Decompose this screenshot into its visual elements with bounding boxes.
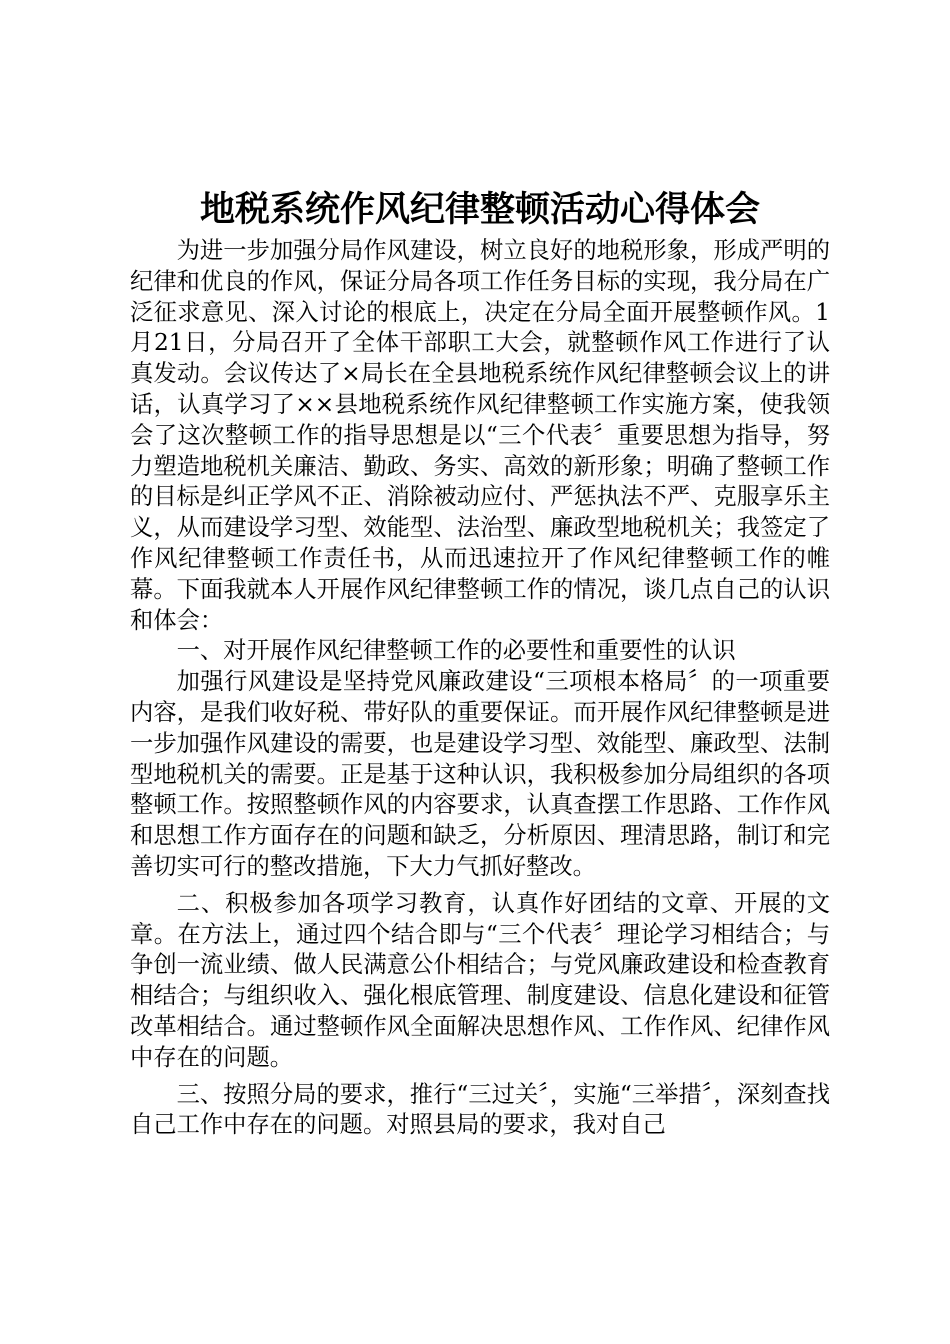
intro-paragraph: 为进一步加强分局作风建设，树立良好的地税形象，形成严明的纪律和优良的作风，保证分局各项工作任务目标的实现，我分局在广泛征求意见、深入讨论的根底上，决定在分局全面开展整顿作风。1月21日，分局召开了全体干部职工大会，就整顿作风工作进行了认真发动。会议传达了×局长在全县地税系统作风纪律整顿会议上的讲话，认真学习了××县地税系统作风纪律整顿工作实施方案，使我领会了这次整顿工作的指导思想是以“三个代表〞重要思想为指导，努力塑造地税机关廉洁、勤政、务实、高效的新形象；明确了整顿工作的目标是纠正学风不正、消除被动应付、严惩执法不严、克服享乐主义，从而建设学习型、效能型、法治型、廉政型地税机关；我签定了作风纪律整顿工作责任书，从而迅速拉开了作风纪律整顿工作的帷幕。下面我就本人开展作风纪律整顿工作的情况，谈几点自己的认识和体会： — [130, 237, 830, 634]
document-title: 地税系统作风纪律整顿活动心得体会 — [199, 190, 760, 230]
section-heading-1: 一、对开展作风纪律整顿工作的必要性和重要性的认识 — [176, 637, 736, 665]
body-paragraph-2: 二、积极参加各项学习教育，认真作好团结的文章、开展的文章。在方法上，通过四个结合即与“三个代表〞理论学习相结合；与争创一流业绩、做人民满意公仆相结合；与党风廉政建设和检查教育相结合；与组织收入、强化根底管理、制度建设、信息化建设和征管改革相结合。通过整顿作风全面解决思想作风、工作作风、纪律作风中存在的问题。 — [130, 889, 830, 1071]
body-paragraph-3: 三、按照分局的要求，推行“三过关〞，实施“三举措〞，深刻查找自己工作中存在的问题。对照县局的要求，我对自己 — [130, 1080, 830, 1139]
document-page — [130, 188, 830, 1141]
body-paragraph-1: 加强行风建设是坚持党风廉政建设“三项根本格局〞的一项重要内容，是我们收好税、带好队的重要保证。而开展作风纪律整顿是进一步加强作风建设的需要，也是建设学习型、效能型、廉政型、法制型地税机关的需要。正是基于这种认识，我积极参加分局组织的各项整顿工作。按照整顿作风的内容要求，认真查摆工作思路、工作作风和思想工作方面存在的问题和缺乏，分析原因、理清思路，制订和完善切实可行的整改措施，下大力气抓好整改。 — [130, 668, 830, 880]
